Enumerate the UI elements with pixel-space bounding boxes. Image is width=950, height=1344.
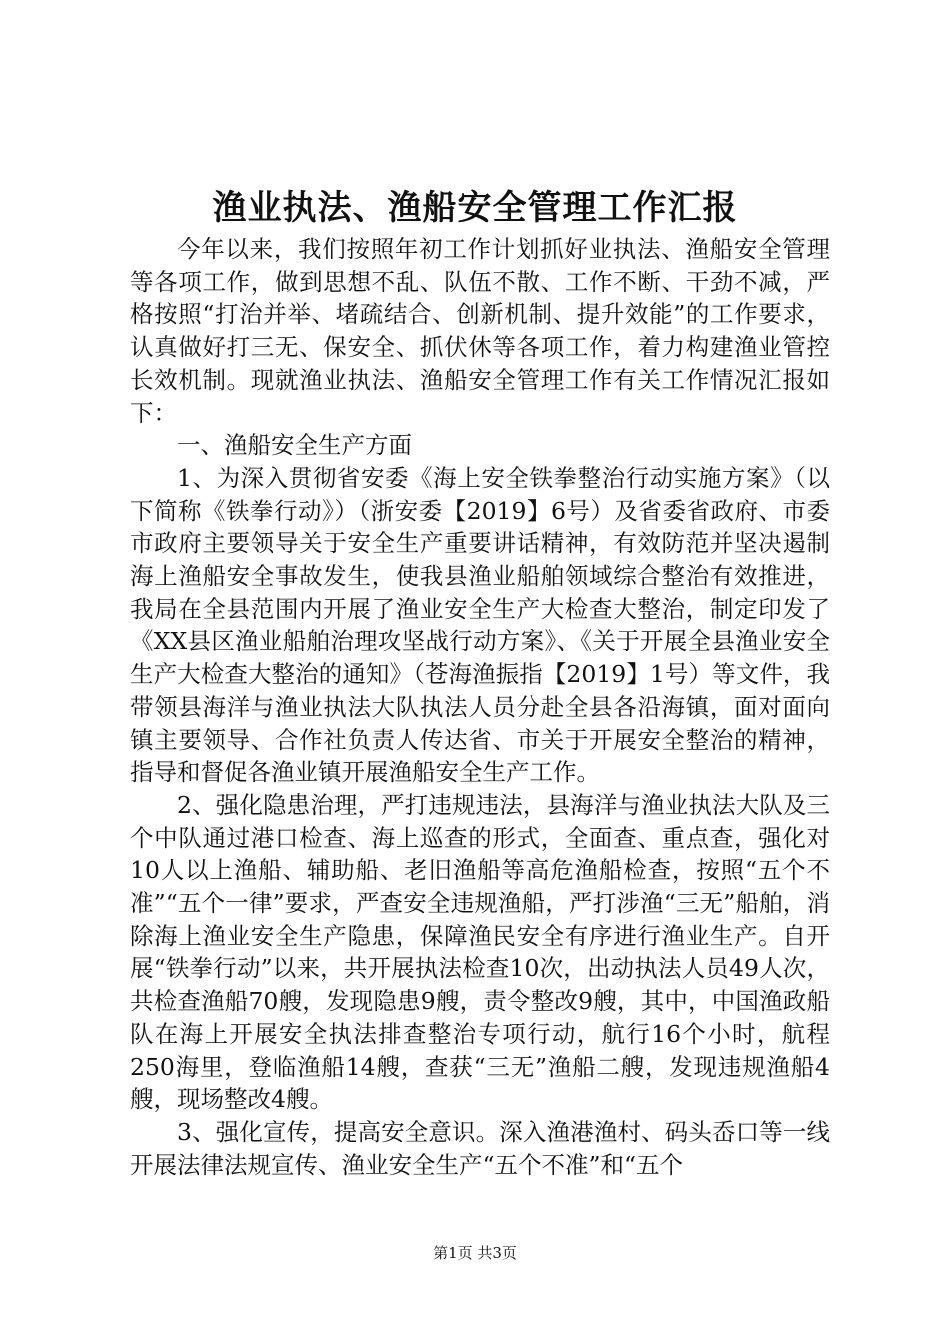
paragraph-item-1: 1、为深入贯彻省安委《海上安全铁拳整治行动实施方案》（以下简称《铁拳行动》）（浙安委【2019】6号）及省委省政府、市委市政府主要领导关于安全生产重要讲话精神，有效防范并坚决遏制海上渔船安全事故发生，使我县渔业船舶领域综合整治有效推进，我局在全县范围内开展了渔业安全生产大检查大整治，制定印发了《XX县区渔业船舶治理攻坚战行动方案》、《关于开展全县渔业安全生产大检查大整治的通知》（苍海渔振指【2019】1号）等文件，我带领县海洋与渔业执法大队执法人员分赴全县各沿海镇，面对面向镇主要领导、合作社负责人传达省、市关于开展安全整治的精神，指导和督促各渔业镇开展渔船安全生产工作。 bbox=[130, 463, 830, 787]
paragraph-item-3: 3、强化宣传，提高安全意识。深入渔港渔村、码头岙口等一线开展法律法规宣传、渔业安全生产“五个不准”和“五个 bbox=[130, 1117, 830, 1179]
page-footer: 第1页 共3页 bbox=[433, 1244, 517, 1262]
intro-paragraph: 今年以来，我们按照年初工作计划抓好业执法、渔船安全管理等各项工作，做到思想不乱、队伍不散、工作不断、干劲不减，严格按照“打治并举、堵疏结合、创新机制、提升效能”的工作要求，认真做好打三无、保安全、抓伏休等各项工作，着力构建渔业管控长效机制。现就渔业执法、渔船安全管理工作有关工作情况汇报如下： bbox=[130, 235, 830, 427]
document-body bbox=[130, 233, 830, 1181]
document-title: 渔业执法、渔船安全管理工作汇报 bbox=[212, 188, 738, 228]
section-heading: 一、渔船安全生产方面 bbox=[177, 431, 412, 460]
paragraph-item-2: 2、强化隐患治理，严打违规违法，县海洋与渔业执法大队及三个中队通过港口检查、海上巡查的形式，全面查、重点查，强化对10人以上渔船、辅助船、老旧渔船等高危渔船检查，按照“五个不准”“五个一律”要求，严查安全违规渔船，严打涉渔“三无”船舶，消除海上渔业安全生产隐患，保障渔民安全有序进行渔业生产。自开展“铁拳行动”以来，共开展执法检查10次，出动执法人员49人次，共检查渔船70艘，发现隐患9艘，责令整改9艘，其中，中国渔政船队在海上开展安全执法排查整治专项行动，航行16个小时，航程250海里，登临渔船14艘，查获“三无”渔船二艘，发现违规渔船4艘，现场整改4艘。 bbox=[130, 790, 830, 1114]
